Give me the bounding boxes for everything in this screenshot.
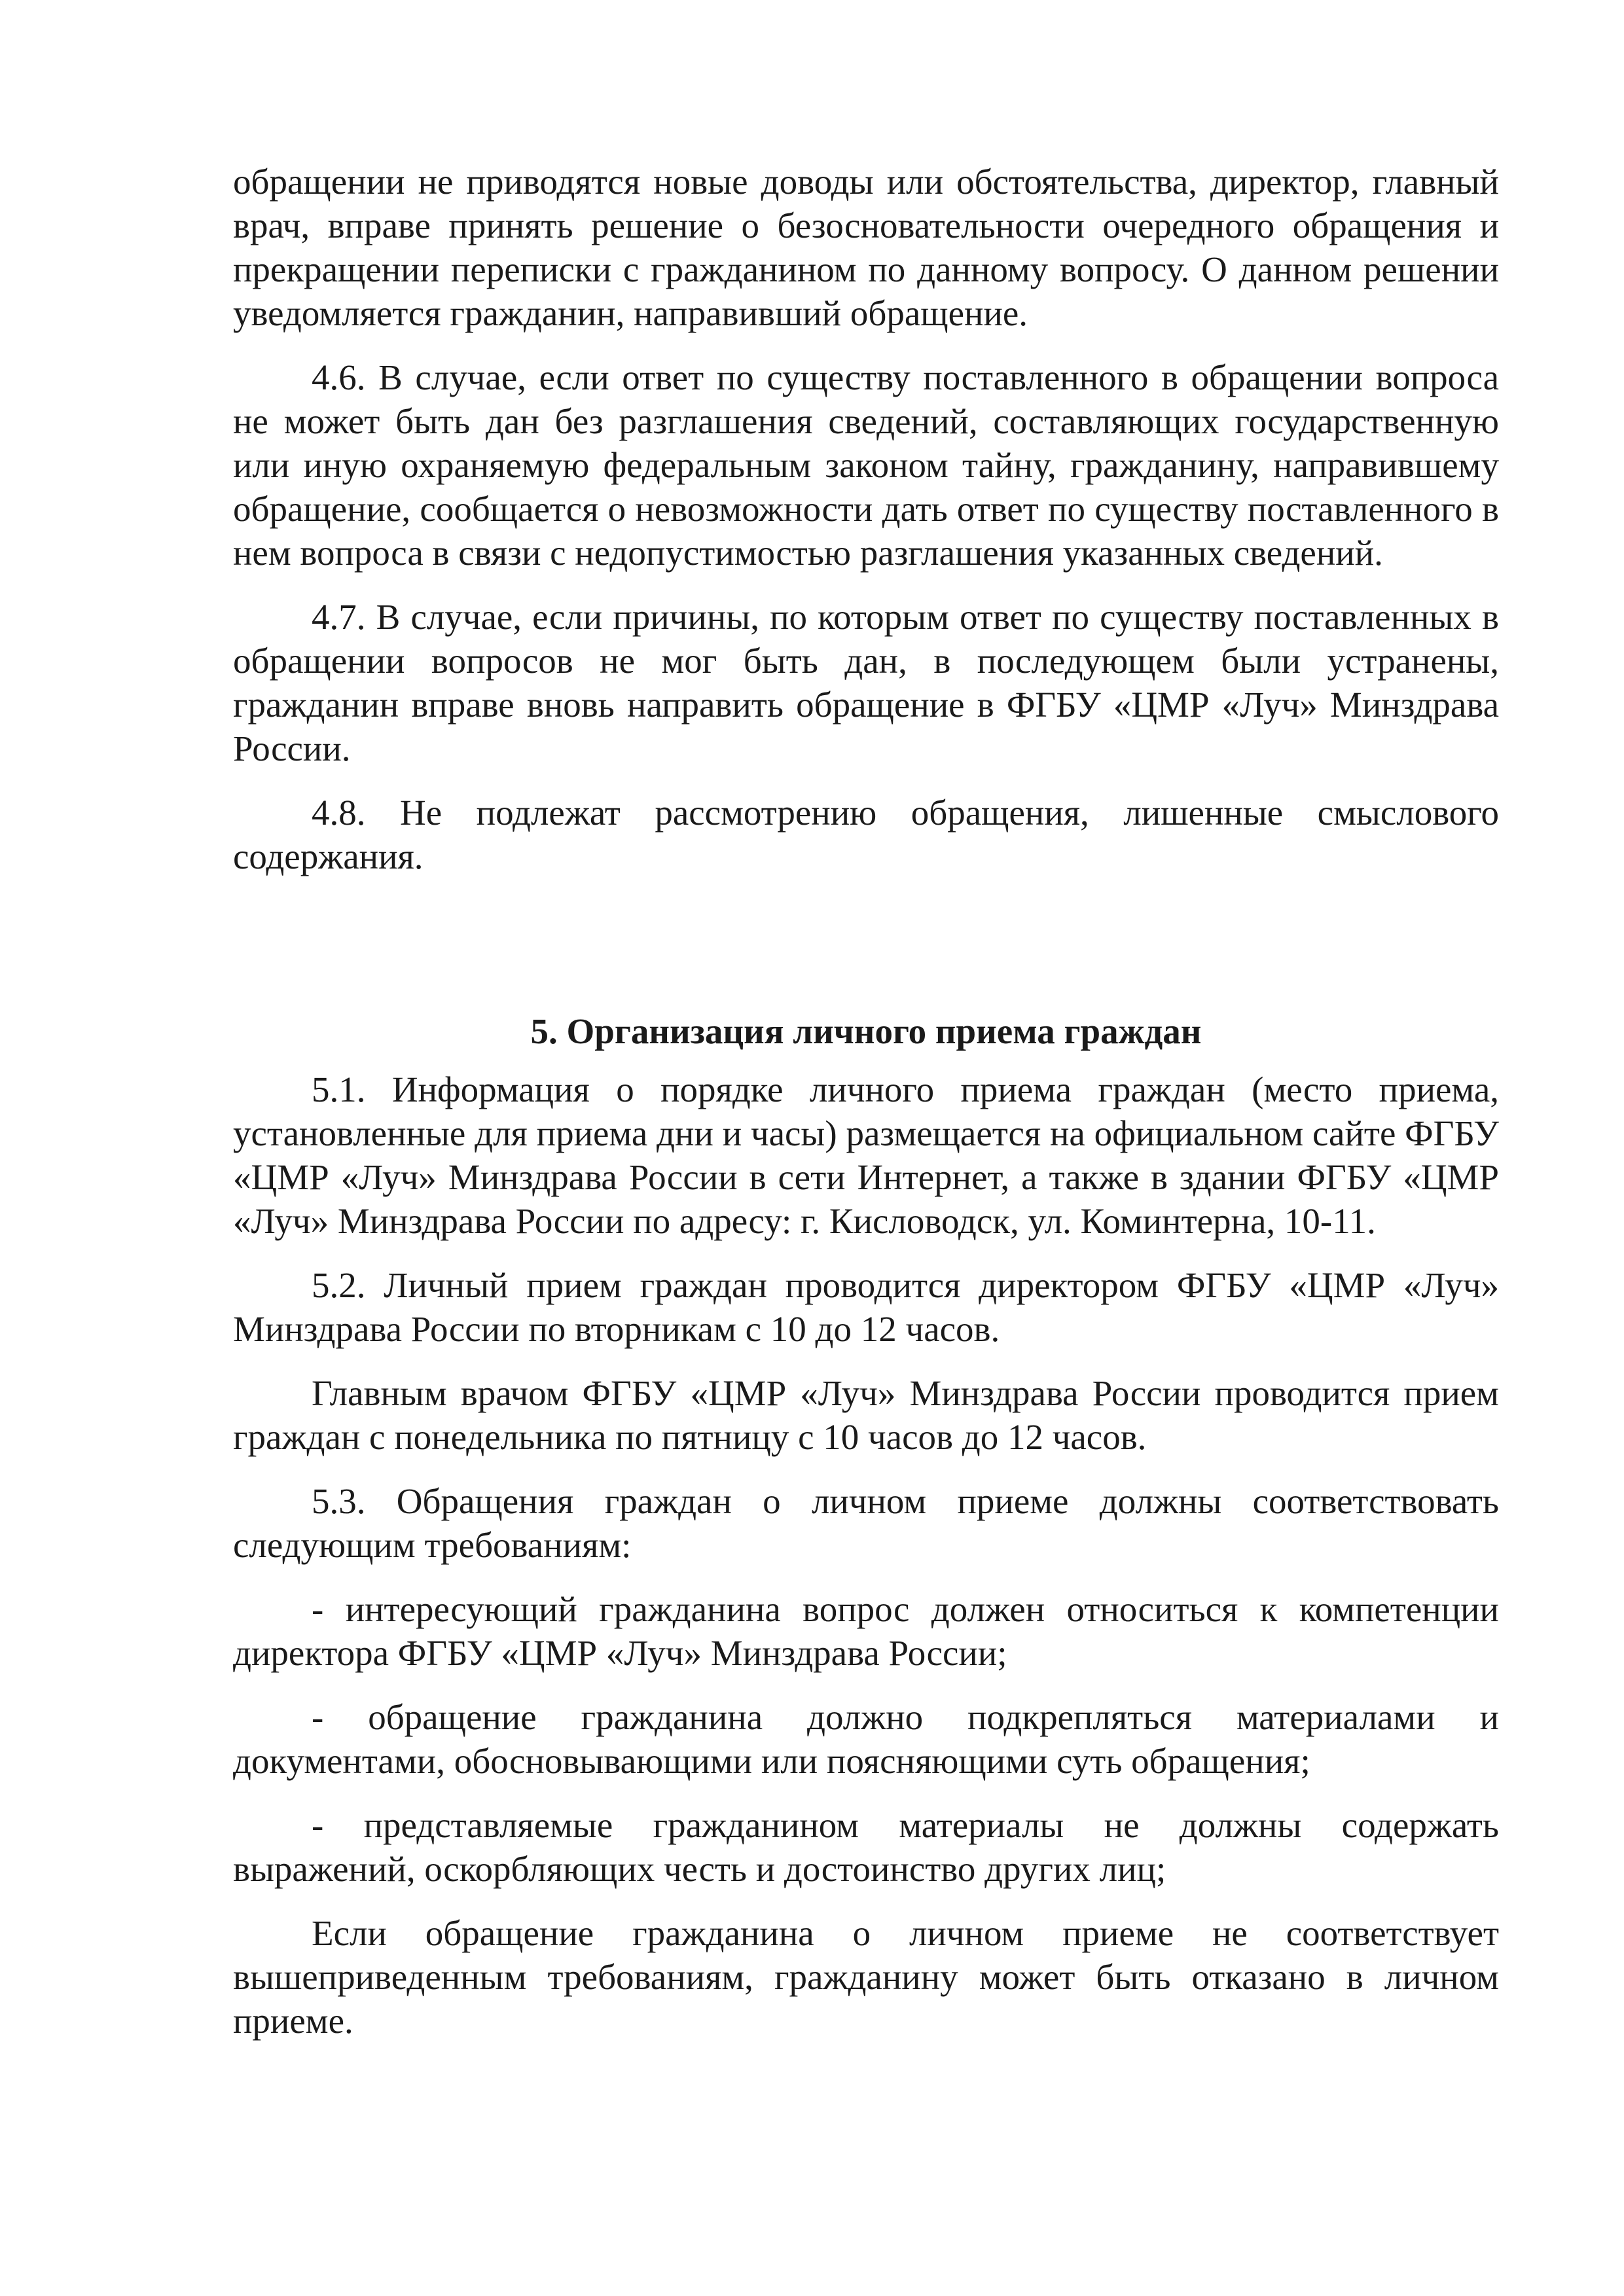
requirement-item-documents: - обращение гражданина должно подкрепляться материалами и документами, обосновывающими или поясняющими суть обращения; — [233, 1697, 1499, 1781]
document-page — [233, 160, 1499, 2043]
paragraph-chief-physician: Главным врачом ФГБУ «ЦМР «Луч» Минздрава России проводится прием граждан с понедельника по пятницу с 10 часов до 12 часов. — [233, 1373, 1499, 1457]
paragraph-4-6: 4.6. В случае, если ответ по существу поставленного в обращении вопроса не может быть дан без разглашения сведений, составляющих государственную или иную охраняемую федеральным законом тайну, гражданину, направившему обращение, сообщается о невозможности дать ответ по существу поставленного в нем вопроса в связи с недопустимостью разглашения указанных сведений. — [233, 357, 1499, 573]
requirement-item-materials: - представляемые гражданином материалы не должны содержать выражений, оскорбляющих честь и достоинство других лиц; — [233, 1805, 1499, 1889]
paragraph-continuation: обращении не приводятся новые доводы или обстоятельства, директор, главный врач, вправе принять решение о безосновательности очередного обращения и прекращении переписки с гражданином по данному вопросу. О данном решении уведомляется гражданин, направивший обращение. — [233, 162, 1499, 333]
paragraph-5-3: 5.3. Обращения граждан о личном приеме должны соответствовать следующим требованиям: — [233, 1481, 1499, 1565]
paragraph-4-8: 4.8. Не подлежат рассмотрению обращения, лишенные смыслового содержания. — [233, 793, 1499, 876]
paragraph-5-1: 5.1. Информация о порядке личного приема граждан (место приема, установленные для приема дни и часы) размещается на официальном сайте ФГБУ «ЦМР «Луч» Минздрава России в сети Интернет, а также в здании ФГБУ «ЦМР «Луч» Минздрава России по адресу: г. Кисловодск, ул. Коминтерна, 10-11. — [233, 1069, 1499, 1241]
paragraph-5-2: 5.2. Личный прием граждан проводится директором ФГБУ «ЦМР «Луч» Минздрава России по вторникам с 10 до 12 часов. — [233, 1265, 1499, 1349]
section-heading: 5. Организация личного приема граждан — [530, 1011, 1202, 1051]
requirement-item-competence: - интересующий гражданина вопрос должен относиться к компетенции директора ФГБУ «ЦМР «Луч» Минздрава России; — [233, 1589, 1499, 1673]
paragraph-4-7: 4.7. В случае, если причины, по которым ответ по существу поставленных в обращении вопросов не мог быть дан, в последующем были устранены, гражданин вправе вновь направить обращение в ФГБУ «ЦМР «Луч» Минздрава России. — [233, 597, 1499, 768]
paragraph-refusal: Если обращение гражданина о личном приеме не соответствует вышеприведенным требованиям, гражданину может быть отказано в личном приеме. — [233, 1913, 1499, 2041]
